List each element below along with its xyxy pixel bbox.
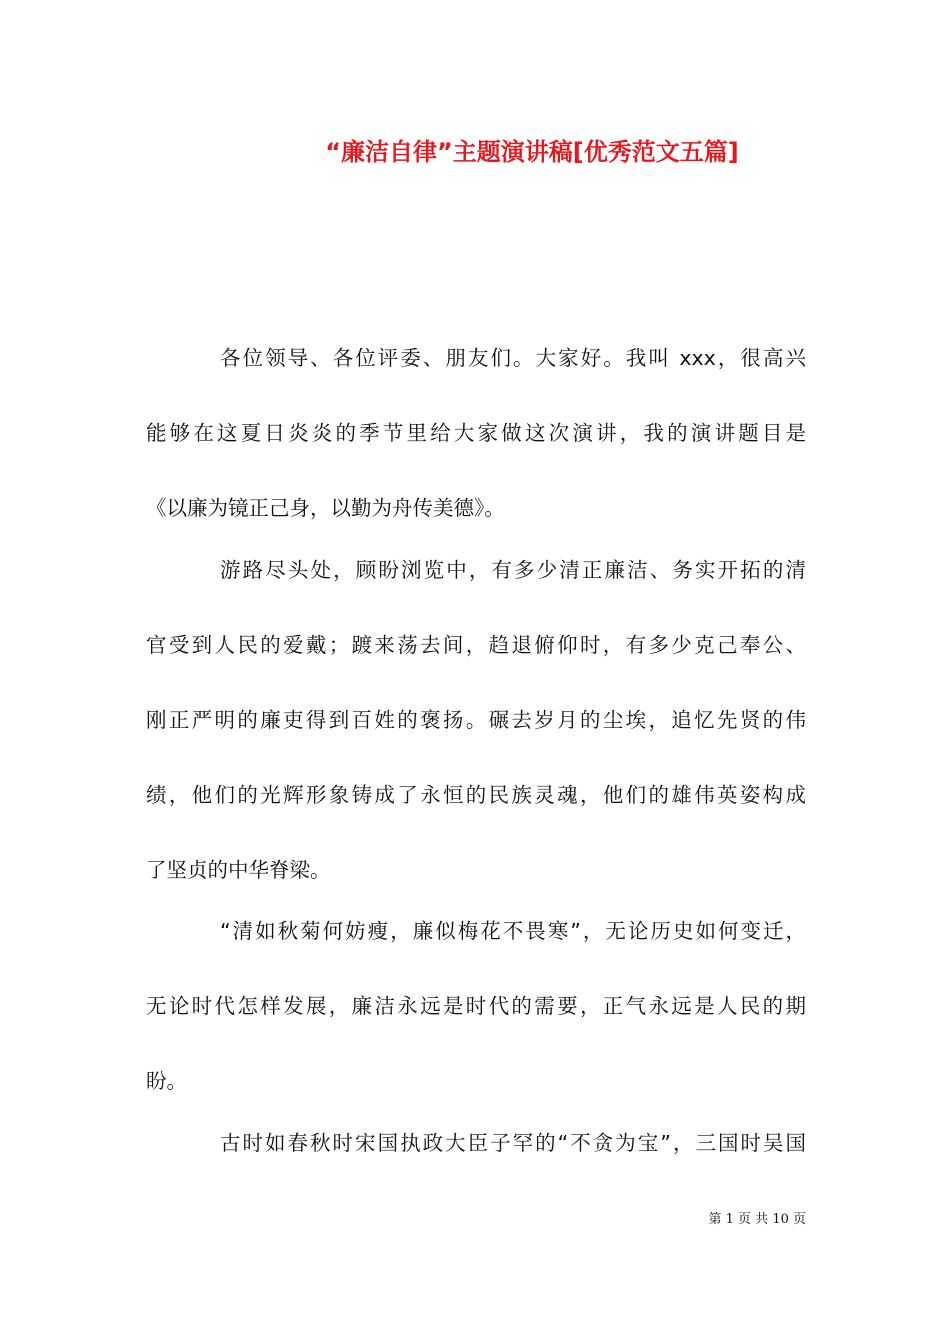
document-title: “廉洁自律”主题演讲稿[优秀范文五篇] <box>325 138 739 166</box>
paragraph-2-line-5: 了坚贞的中华脊梁。 <box>146 858 331 882</box>
paragraph-2-line-1: 游路尽头处，顾盼浏览中，有多少清正廉洁、务实开拓的清 <box>220 558 806 582</box>
page-number: 第 1 页 共 10 页 <box>708 1212 806 1227</box>
paragraph-3-line-3: 盼。 <box>146 1069 187 1093</box>
paragraph-1-line-3: 《以廉为镜正己身，以勤为舟传美德》。 <box>146 496 505 520</box>
paragraph-1-line-1: 各位领导、各位评委、朋友们。大家好。我叫 xxx，很高兴 <box>220 346 806 370</box>
paragraph-4-line-1: 古时如春秋时宋国执政大臣子罕的“不贪为宝”，三国时吴国 <box>220 1131 806 1155</box>
paragraph-1-line-2: 能够在这夏日炎炎的季节里给大家做这次演讲，我的演讲题目是 <box>146 421 806 445</box>
paragraph-2-line-2: 官受到人民的爱戴；踱来荡去间，趋退俯仰时，有多少克己奉公、 <box>146 633 806 657</box>
paragraph-3-line-1: “清如秋菊何妨瘦，廉似梅花不畏寒”，无论历史如何变迁， <box>220 919 806 943</box>
paragraph-3-line-2: 无论时代怎样发展，廉洁永远是时代的需要，正气永远是人民的期 <box>146 994 806 1018</box>
paragraph-2-line-3: 刚正严明的廉吏得到百姓的褒扬。碾去岁月的尘埃，追忆先贤的伟 <box>146 708 806 732</box>
paragraph-2-line-4: 绩，他们的光辉形象铸成了永恒的民族灵魂，他们的雄伟英姿构成 <box>146 783 806 807</box>
